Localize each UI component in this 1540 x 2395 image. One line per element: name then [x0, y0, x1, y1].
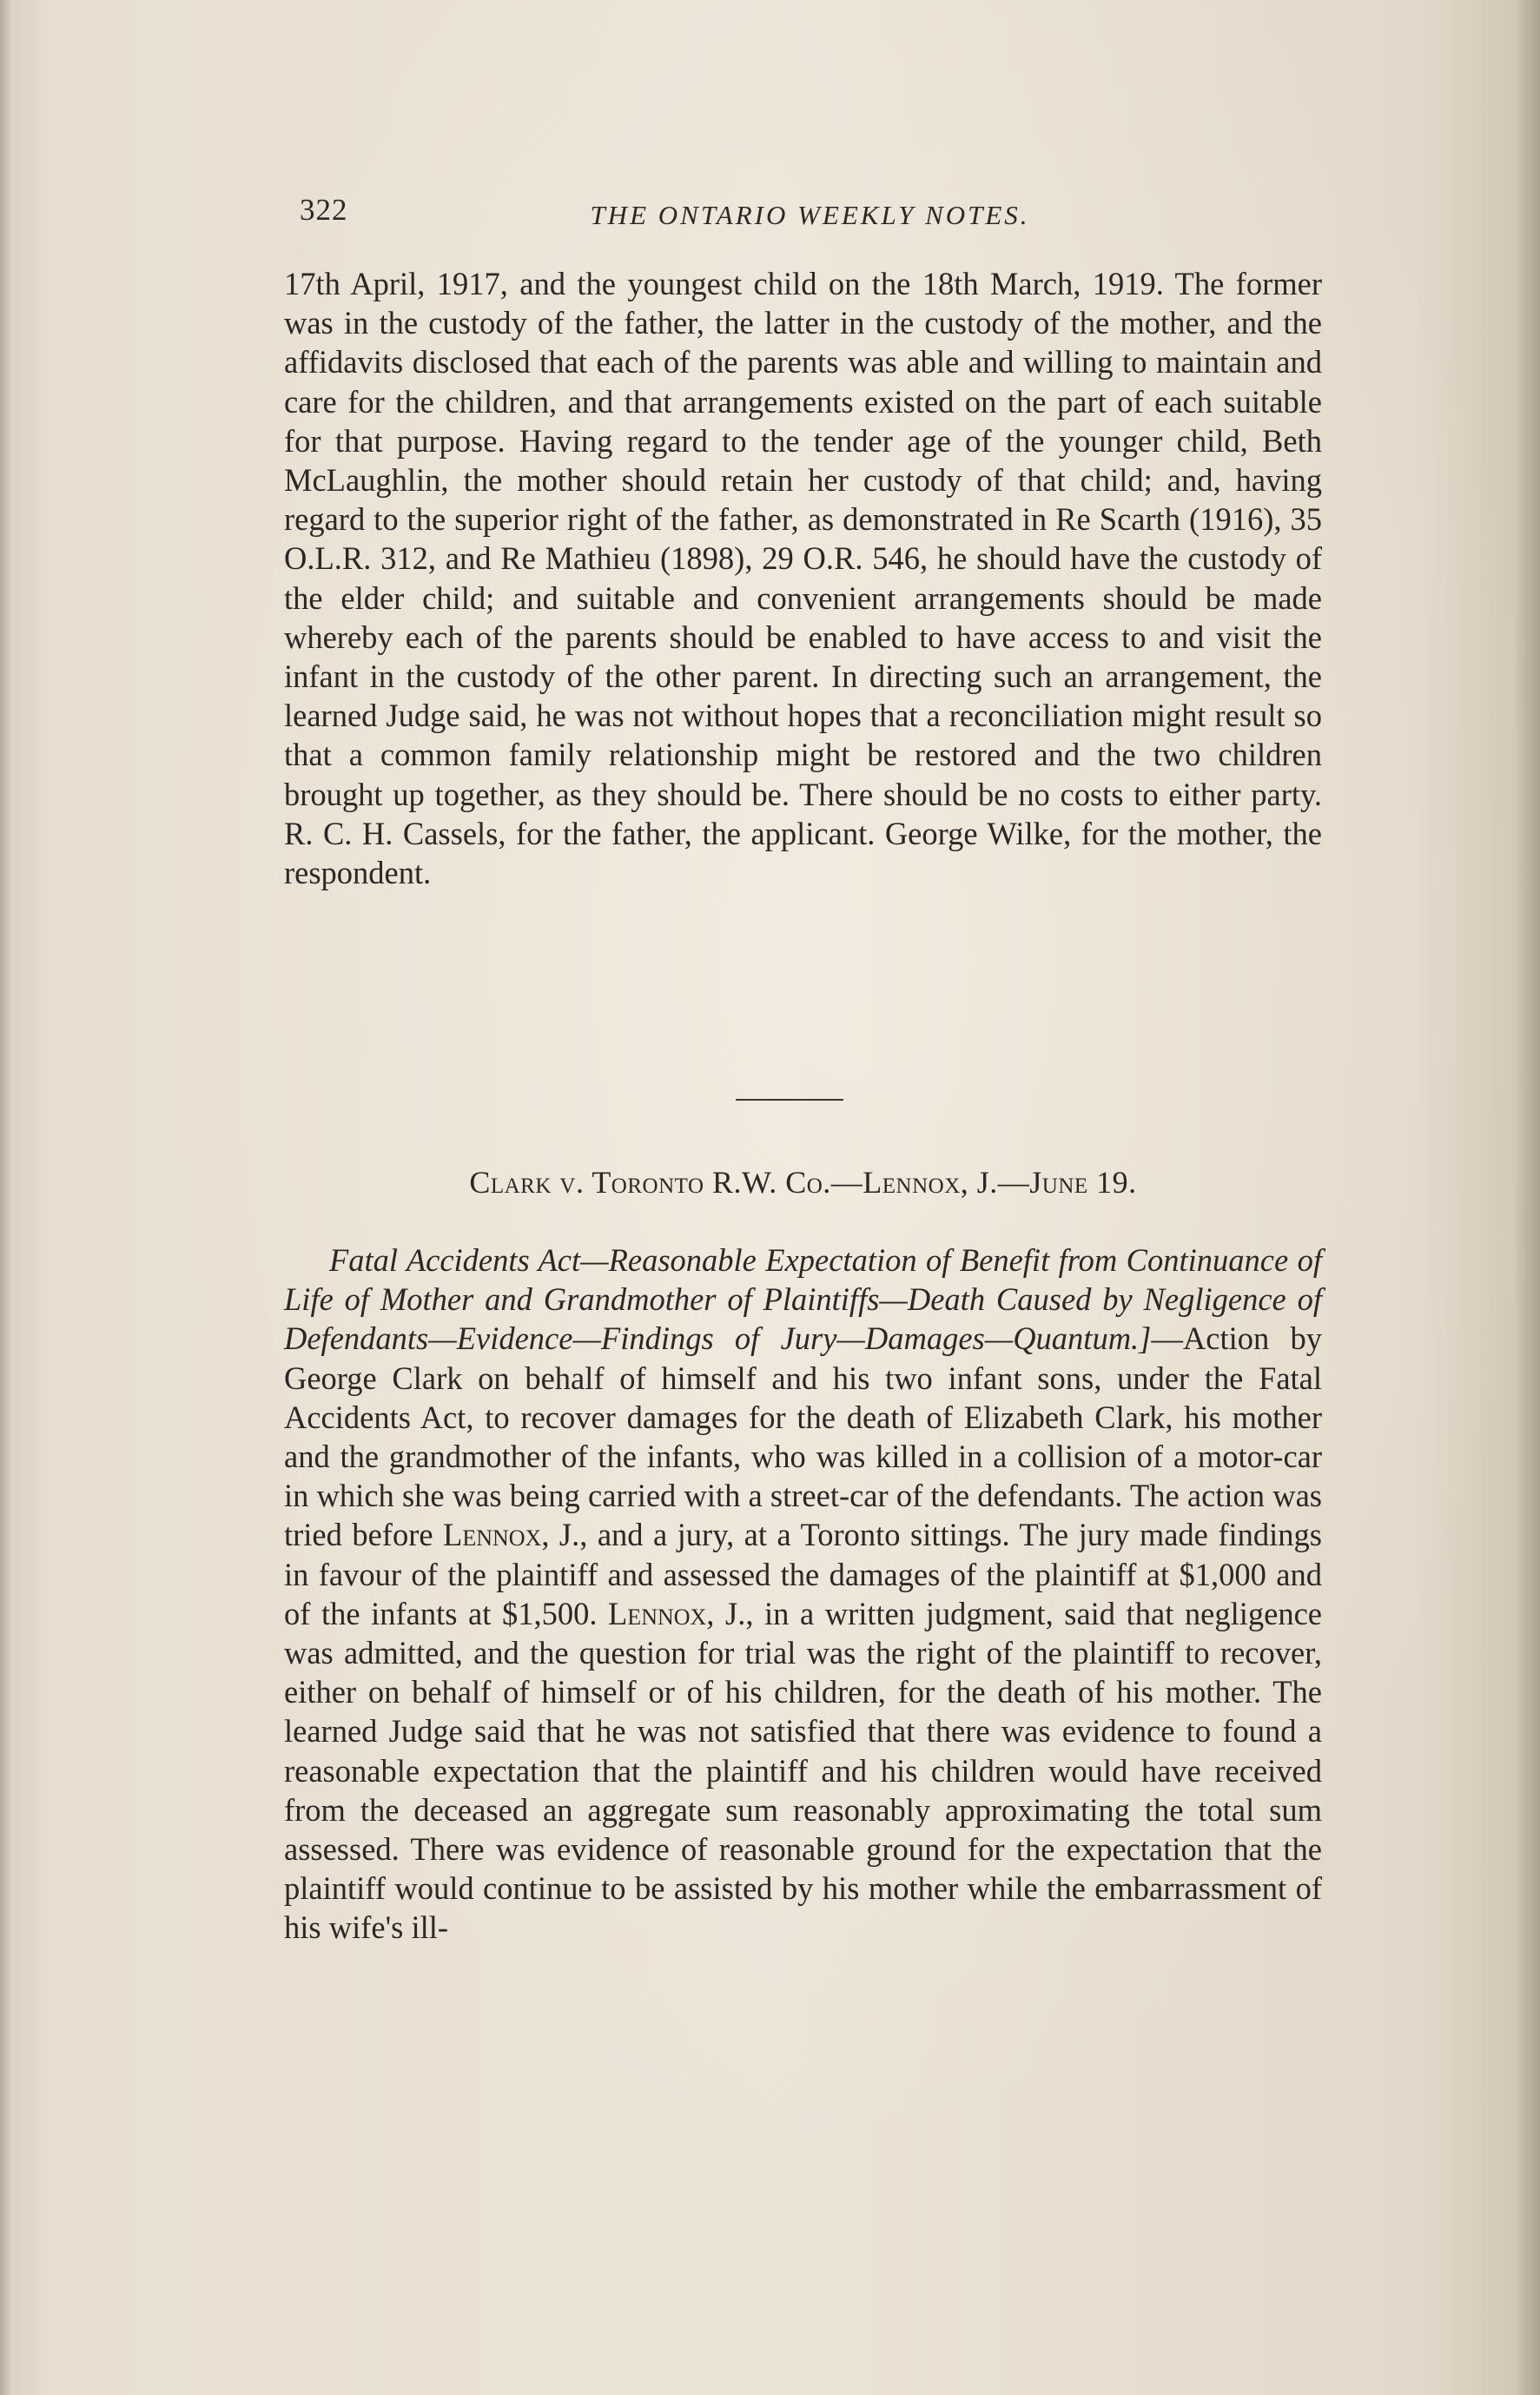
page-number: 322: [300, 193, 348, 227]
case-text-part-1: —Action by George Clark on behalf of himself and his two infant sons, under the Fatal Accidents Act, to recover damages for the death of Elizabeth Clark, his mother and the grandmother of the infants, who was killed in a collision of a motor-car in which she was being carried with a street-car of the defendants. The action was tried before: [284, 1320, 1322, 1553]
judge-name-2: Lennox, J.: [608, 1595, 746, 1631]
journal-title: THE ONTARIO WEEKLY NOTES.: [590, 200, 1030, 230]
case-text-part-2: , and a jury, at a Toronto sittings. The jury made findings in favour of the plaintiff and assessed the damages of the plaintiff at $1,000 and of the infants at $1,500.: [284, 1517, 1322, 1631]
section-divider: [736, 1099, 843, 1101]
page-left-edge: [0, 0, 12, 2395]
continuation-paragraph: 17th April, 1917, and the youngest child on the 18th March, 1919. The former was in the custody of the father, the latter in the custody of the mother, and the affidavits disclosed that each of the parents was able and willing to maintain and care for the children, and that arrangements existed on the part of each suitable for that purpose. Having regard to the tender age of the younger child, Beth McLaughlin, the mother should retain her custody of that child; and, having regard to the superior right of the father, as demonstrated in Re Scarth (1916), 35 O.L.R. 312, and Re Mathieu (1898), 29 O.R. 546, he should have the custody of the elder child; and suitable and convenient arrangements should be made whereby each of the parents should be enabled to have access to and visit the infant in the custody of the other parent. In directing such an arrangement, the learned Judge said, he was not without hopes that a reconciliation might result so that a common family relationship might be restored and the two children brought up together, as they should be. There should be no costs to either party. R. C. H. Cassels, for the father, the applicant. George Wilke, for the mother, the respondent.: [284, 266, 1322, 891]
case-text-part-3: , in a written judgment, said that negligence was admitted, and the question for trial was the right of the plaintiff to recover, either on behalf of himself or of his children, for the death of his mother. The learned Judge said that he was not satisfied that there was evidence to found a reasonable expectation that the plaintiff and his children would have received from the deceased an aggregate sum reasonably approximating the total sum assessed. There was evidence of reasonable ground for the expectation that the plaintiff would continue to be assisted by his mother while the embarrassment of his wife's ill-: [284, 1595, 1322, 1946]
case-paragraph: [284, 1241, 1322, 1948]
page-spine-shadow: [1514, 0, 1540, 2395]
running-head: [300, 193, 1320, 245]
judge-name-1: Lennox, J.: [443, 1517, 580, 1553]
case-heading: Clark v. Toronto R.W. Co.—Lennox, J.—June 19.: [469, 1165, 1137, 1200]
case-headnote: Fatal Accidents Act—Reasonable Expectation of Benefit from Continuance of Life of Mother and Grandmother of Plaintiffs—Death Caused by Negligence of Defendants—Evidence—Findings of Jury—Damages—Quantum.]: [284, 1242, 1322, 1357]
